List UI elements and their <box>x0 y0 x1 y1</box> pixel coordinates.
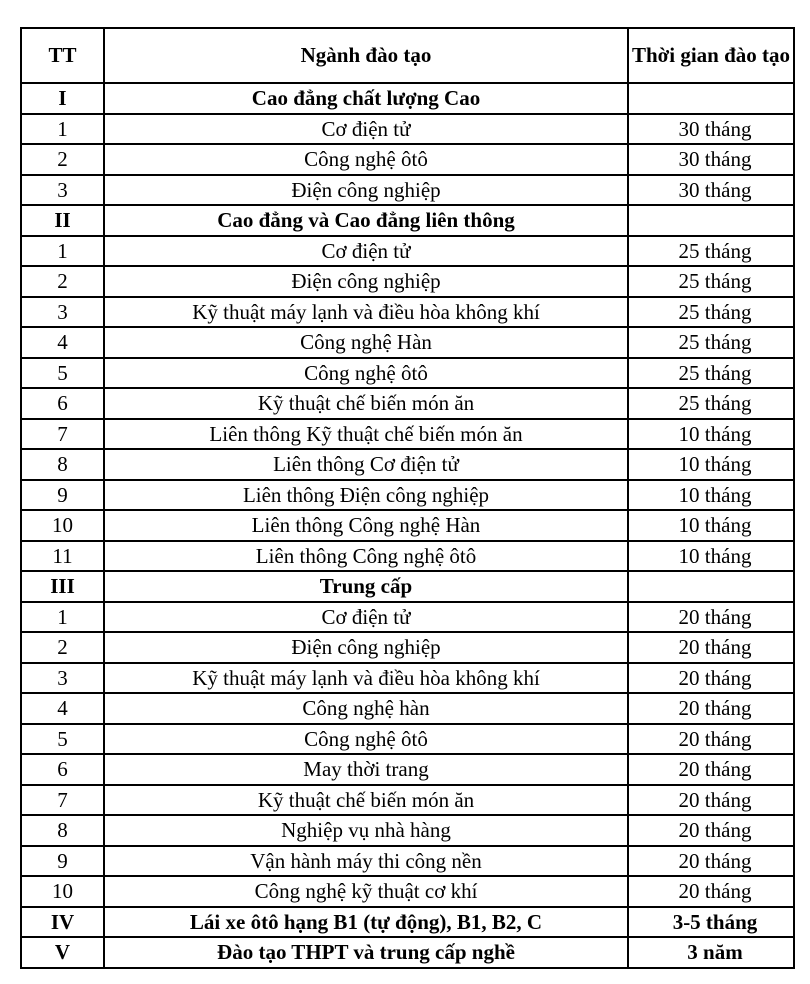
duration-cell <box>628 571 794 602</box>
duration-cell: 20 tháng <box>628 632 794 663</box>
tt-cell: 3 <box>21 663 104 694</box>
training-programs-table <box>20 27 795 969</box>
program-cell: May thời trang <box>104 754 628 785</box>
tt-cell: 8 <box>21 449 104 480</box>
duration-cell: 30 tháng <box>628 175 794 206</box>
table-row <box>21 297 794 328</box>
program-cell: Công nghệ kỹ thuật cơ khí <box>104 876 628 907</box>
table-row <box>21 724 794 755</box>
program-cell: Liên thông Điện công nghiệp <box>104 480 628 511</box>
program-cell: Liên thông Cơ điện tử <box>104 449 628 480</box>
table-row <box>21 114 794 145</box>
table-row <box>21 236 794 267</box>
program-cell: Điện công nghiệp <box>104 266 628 297</box>
tt-cell: V <box>21 937 104 968</box>
tt-cell: 2 <box>21 266 104 297</box>
tt-cell: 4 <box>21 693 104 724</box>
duration-cell: 20 tháng <box>628 754 794 785</box>
tt-cell: 7 <box>21 419 104 450</box>
table-row <box>21 602 794 633</box>
duration-cell: 25 tháng <box>628 236 794 267</box>
table-row <box>21 815 794 846</box>
tt-cell: III <box>21 571 104 602</box>
program-cell: Đào tạo THPT và trung cấp nghề <box>104 937 628 968</box>
program-cell: Kỹ thuật máy lạnh và điều hòa không khí <box>104 663 628 694</box>
program-cell: Nghiệp vụ nhà hàng <box>104 815 628 846</box>
program-cell: Trung cấp <box>104 571 628 602</box>
table-body <box>21 83 794 968</box>
table-row <box>21 358 794 389</box>
duration-cell: 25 tháng <box>628 297 794 328</box>
header-row <box>21 28 794 83</box>
tt-cell: 7 <box>21 785 104 816</box>
table-row <box>21 419 794 450</box>
duration-cell: 3 năm <box>628 937 794 968</box>
program-cell: Cơ điện tử <box>104 236 628 267</box>
tt-cell: 8 <box>21 815 104 846</box>
tt-cell: 1 <box>21 602 104 633</box>
duration-cell: 10 tháng <box>628 419 794 450</box>
program-cell: Điện công nghiệp <box>104 632 628 663</box>
tt-cell: 3 <box>21 297 104 328</box>
duration-cell <box>628 83 794 114</box>
table-header <box>21 28 794 83</box>
header-duration: Thời gian đào tạo <box>628 28 794 83</box>
duration-cell: 25 tháng <box>628 327 794 358</box>
program-cell: Cơ điện tử <box>104 602 628 633</box>
header-tt: TT <box>21 28 104 83</box>
duration-cell: 20 tháng <box>628 785 794 816</box>
tt-cell: 6 <box>21 388 104 419</box>
program-cell: Cao đẳng chất lượng Cao <box>104 83 628 114</box>
tt-cell: 2 <box>21 632 104 663</box>
table-row <box>21 144 794 175</box>
tt-cell: IV <box>21 907 104 938</box>
table-row <box>21 693 794 724</box>
duration-cell: 20 tháng <box>628 693 794 724</box>
duration-cell: 20 tháng <box>628 815 794 846</box>
tt-cell: 9 <box>21 480 104 511</box>
duration-cell: 10 tháng <box>628 480 794 511</box>
program-cell: Vận hành máy thi công nền <box>104 846 628 877</box>
tt-cell: 1 <box>21 236 104 267</box>
section-row <box>21 937 794 968</box>
header-program: Ngành đào tạo <box>104 28 628 83</box>
table-row <box>21 876 794 907</box>
section-row <box>21 571 794 602</box>
table-row <box>21 846 794 877</box>
tt-cell: 2 <box>21 144 104 175</box>
table-row <box>21 449 794 480</box>
table-row <box>21 480 794 511</box>
tt-cell: 10 <box>21 510 104 541</box>
program-cell: Điện công nghiệp <box>104 175 628 206</box>
tt-cell: I <box>21 83 104 114</box>
tt-cell: 11 <box>21 541 104 572</box>
tt-cell: II <box>21 205 104 236</box>
program-cell: Kỹ thuật máy lạnh và điều hòa không khí <box>104 297 628 328</box>
tt-cell: 5 <box>21 358 104 389</box>
table-row <box>21 663 794 694</box>
program-cell: Cơ điện tử <box>104 114 628 145</box>
program-cell: Công nghệ ôtô <box>104 724 628 755</box>
tt-cell: 5 <box>21 724 104 755</box>
table-row <box>21 541 794 572</box>
duration-cell: 20 tháng <box>628 663 794 694</box>
tt-cell: 10 <box>21 876 104 907</box>
duration-cell: 20 tháng <box>628 846 794 877</box>
program-cell: Cao đẳng và Cao đẳng liên thông <box>104 205 628 236</box>
table-row <box>21 388 794 419</box>
table-row <box>21 785 794 816</box>
tt-cell: 9 <box>21 846 104 877</box>
table-row <box>21 632 794 663</box>
duration-cell: 10 tháng <box>628 449 794 480</box>
duration-cell: 25 tháng <box>628 266 794 297</box>
duration-cell: 20 tháng <box>628 602 794 633</box>
program-cell: Kỹ thuật chế biến món ăn <box>104 785 628 816</box>
duration-cell: 20 tháng <box>628 876 794 907</box>
table-row <box>21 175 794 206</box>
table-row <box>21 754 794 785</box>
tt-cell: 4 <box>21 327 104 358</box>
table-row <box>21 327 794 358</box>
program-cell: Công nghệ Hàn <box>104 327 628 358</box>
duration-cell: 10 tháng <box>628 541 794 572</box>
section-row <box>21 907 794 938</box>
program-cell: Kỹ thuật chế biến món ăn <box>104 388 628 419</box>
duration-cell: 30 tháng <box>628 114 794 145</box>
section-row <box>21 205 794 236</box>
duration-cell <box>628 205 794 236</box>
program-cell: Liên thông Công nghệ Hàn <box>104 510 628 541</box>
duration-cell: 25 tháng <box>628 388 794 419</box>
tt-cell: 6 <box>21 754 104 785</box>
program-cell: Liên thông Kỹ thuật chế biến món ăn <box>104 419 628 450</box>
table-row <box>21 510 794 541</box>
section-row <box>21 83 794 114</box>
program-cell: Công nghệ ôtô <box>104 144 628 175</box>
duration-cell: 30 tháng <box>628 144 794 175</box>
program-cell: Liên thông Công nghệ ôtô <box>104 541 628 572</box>
duration-cell: 25 tháng <box>628 358 794 389</box>
program-cell: Công nghệ ôtô <box>104 358 628 389</box>
program-cell: Lái xe ôtô hạng B1 (tự động), B1, B2, C <box>104 907 628 938</box>
table-row <box>21 266 794 297</box>
duration-cell: 10 tháng <box>628 510 794 541</box>
tt-cell: 3 <box>21 175 104 206</box>
tt-cell: 1 <box>21 114 104 145</box>
duration-cell: 20 tháng <box>628 724 794 755</box>
program-cell: Công nghệ hàn <box>104 693 628 724</box>
duration-cell: 3-5 tháng <box>628 907 794 938</box>
